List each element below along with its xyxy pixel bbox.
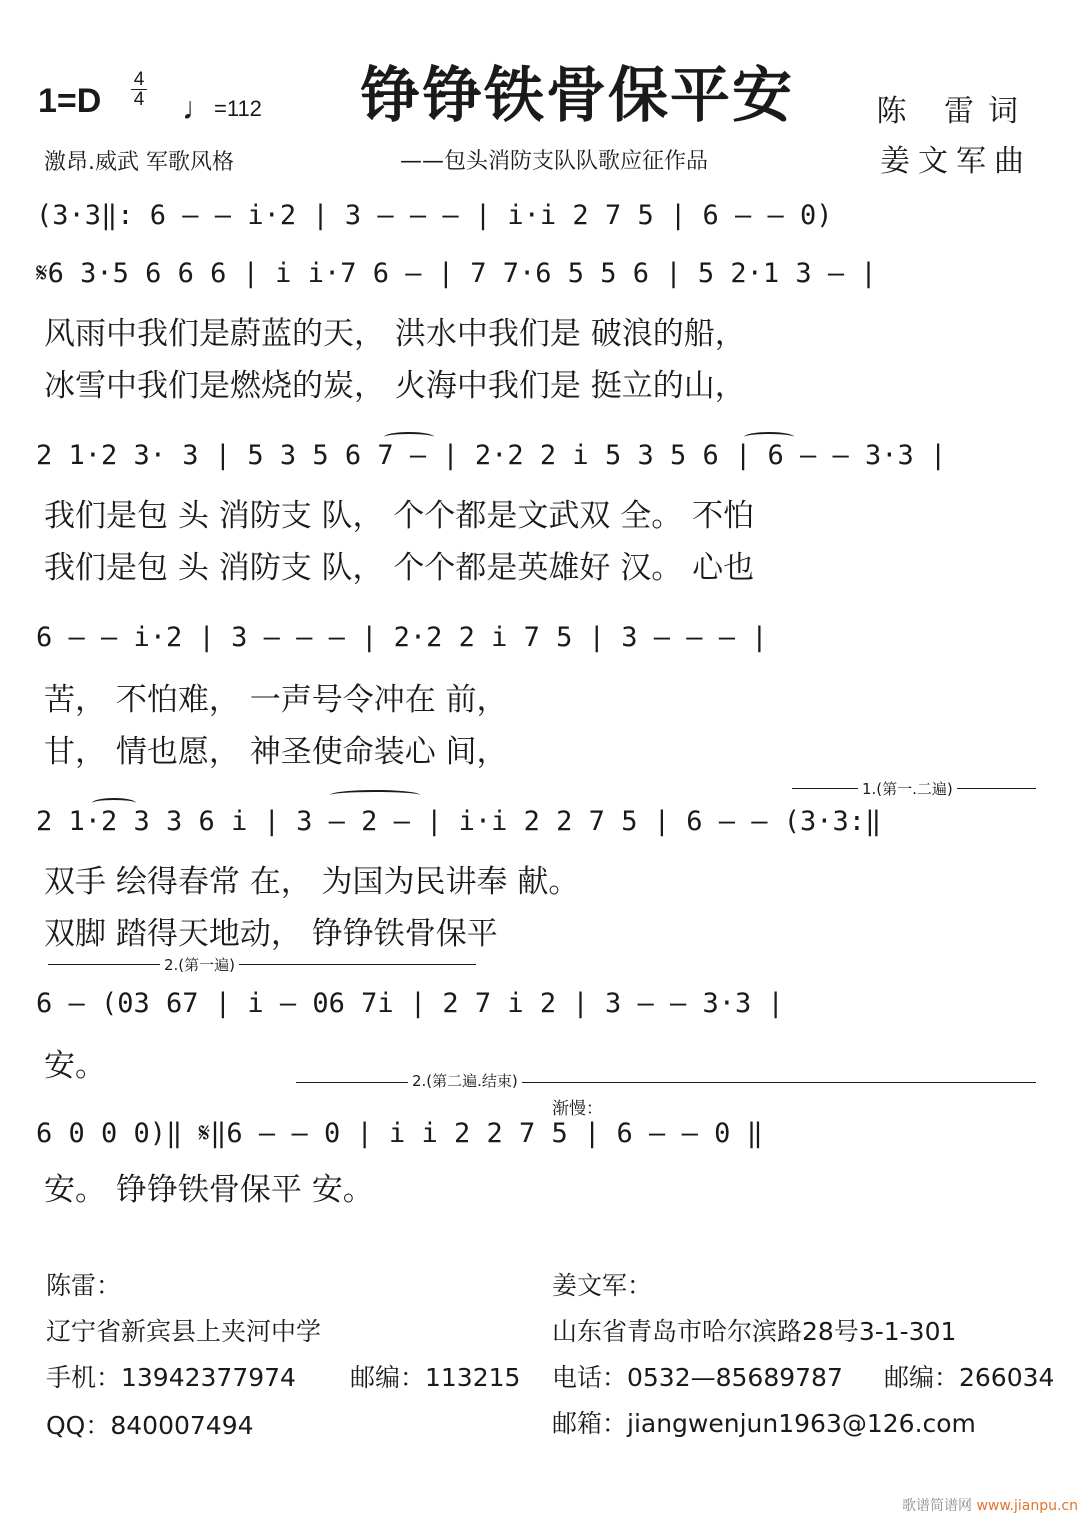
time-signature bbox=[128, 70, 150, 109]
meter-top: 4 bbox=[133, 69, 145, 90]
lyric-line-5-verse-2: 双脚 踏得天地动， 铮铮铁骨保平 bbox=[44, 916, 498, 952]
lyric-line-4-verse-1: 苦， 不怕难， 一声号令冲在 前， bbox=[44, 682, 508, 718]
tempo-marking bbox=[182, 90, 262, 127]
lyric-line-2-verse-2: 冰雪中我们是燃烧的炭， 火海中我们是 挺立的山， bbox=[44, 368, 746, 404]
lyric-line-7: 安。 铮铮铁骨保平 安。 bbox=[44, 1172, 374, 1208]
contact-left-name: 陈雷： bbox=[46, 1271, 122, 1300]
contact-left-qq: QQ：840007494 bbox=[46, 1411, 254, 1440]
contact-right-email: 邮箱：jiangwenjun1963@126.com bbox=[552, 1409, 976, 1438]
subtitle: ——包头消防支队队歌应征作品 bbox=[400, 149, 709, 174]
contact-left-zip: 邮编：113215 bbox=[350, 1363, 521, 1392]
song-title: 铮铮铁骨保平安 bbox=[360, 61, 794, 131]
style-marking: 激昂.威武 军歌风格 bbox=[44, 150, 234, 175]
lyric-line-6: 安。 bbox=[44, 1048, 106, 1084]
volta-first-only: 2.(第一遍) bbox=[160, 954, 239, 975]
lyric-line-2-verse-1: 风雨中我们是蔚蓝的天， 洪水中我们是 破浪的船， bbox=[44, 316, 746, 352]
contact-left-address: 辽宁省新宾县上夹河中学 bbox=[46, 1317, 322, 1346]
score-line-5: 2 1·2 3 3 6 i | 3 — 2 — | i·i 2 2 7 5 | 6 — — (3·3:‖ bbox=[36, 806, 882, 837]
lyric-line-5-verse-1: 双手 绘得春常 在， 为国为民讲奉 献。 bbox=[44, 864, 580, 900]
volta-second-ending: 2.(第二遍.结束) bbox=[408, 1070, 522, 1091]
score-line-4: 6 — — i·2 | 3 — — — | 2·2 2 i 7 5 | 3 — — — | bbox=[36, 622, 768, 653]
lyric-line-4-verse-2: 甘， 情也愿， 神圣使命装心 间， bbox=[44, 734, 508, 770]
lyric-line-3-verse-2: 我们是包 头 消防支 队， 个个都是英雄好 汉。 心也 bbox=[44, 550, 755, 586]
volta-first-second: 1.(第一.二遍) bbox=[858, 778, 957, 799]
contact-right-zip: 邮编：266034 bbox=[884, 1363, 1055, 1392]
composer-credit: 姜文军曲 bbox=[880, 144, 1032, 179]
score-line-2: 𝄋6 3·5 6 6 6 | i i·7 6 — | 7 7·6 5 5 6 | 5 2·1 3 — | bbox=[36, 258, 877, 289]
contact-left-phone: 手机：13942377974 bbox=[46, 1363, 296, 1392]
score-line-3: 2 1·2 3· 3 | 5 3 5 6 7 — | 2·2 2 i 5 3 5 6 | 6 — — 3·3 | bbox=[36, 440, 947, 471]
key-signature: 1=D bbox=[38, 82, 102, 120]
score-line-7: 6 0 0 0)‖ 𝄋‖6 — — 0 | i i 2 2 7 5 | 6 — — 0 ‖ bbox=[36, 1118, 763, 1149]
site-watermark bbox=[902, 1495, 1078, 1515]
meter-bottom: 4 bbox=[133, 89, 145, 110]
score-line-1: (3·3‖: 6 — — i·2 | 3 — — — | i·i 2 7 5 | 6 — — 0) bbox=[36, 200, 833, 231]
tempo-value: =112 bbox=[214, 96, 262, 121]
lyric-line-3-verse-1: 我们是包 头 消防支 队， 个个都是文武双 全。 不怕 bbox=[44, 498, 755, 534]
quarter-note-icon: ♩ bbox=[182, 90, 214, 126]
watermark-prefix: 歌谱简谱网 bbox=[902, 1498, 973, 1514]
contact-right-address: 山东省青岛市哈尔滨路28号3-1-301 bbox=[552, 1317, 957, 1346]
lyricist-credit: 陈 雷词 bbox=[876, 94, 1032, 129]
score-line-6: 6 — (03 67 | i — 06 7i | 2 7 i 2 | 3 — — 3·3 | bbox=[36, 988, 784, 1019]
contact-right-phone: 电话：0532—85689787 bbox=[552, 1363, 843, 1392]
tempo-change-marking: 渐慢： bbox=[552, 1099, 603, 1119]
contact-right-name: 姜文军： bbox=[552, 1271, 653, 1300]
watermark-domain: www.jianpu.cn bbox=[976, 1498, 1078, 1514]
